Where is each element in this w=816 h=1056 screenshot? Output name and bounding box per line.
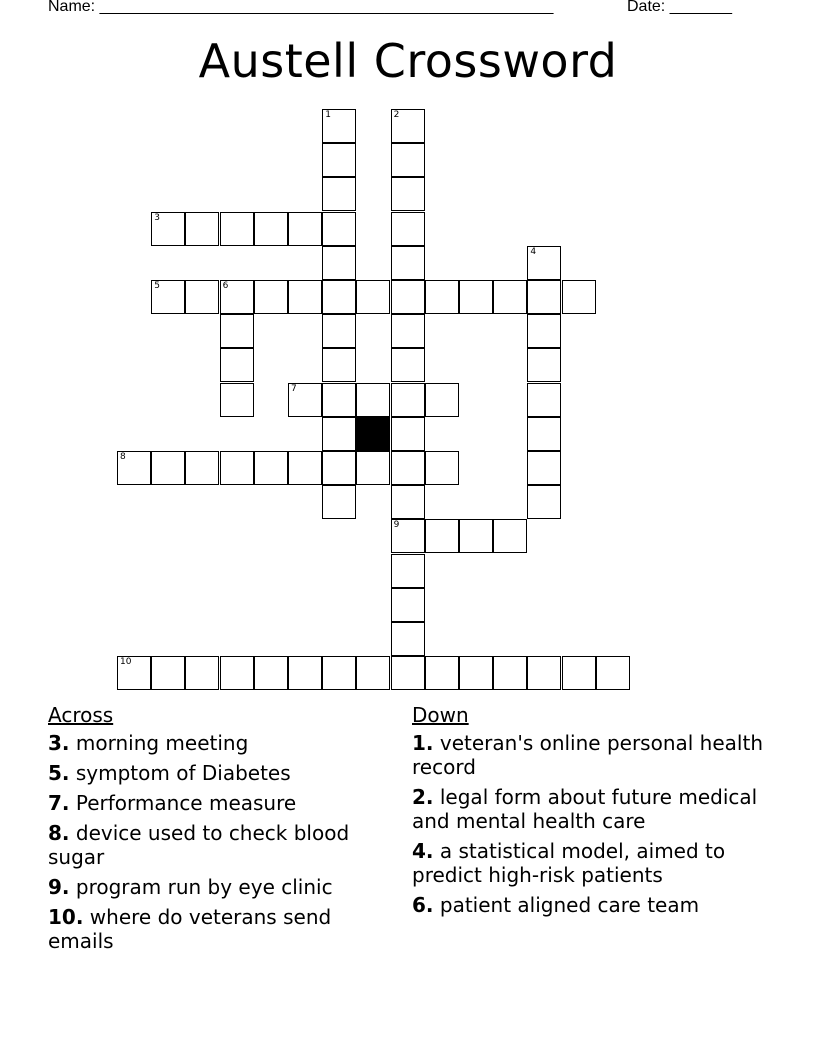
grid-cell[interactable] [322,314,356,348]
grid-cell[interactable] [391,280,425,314]
grid-cell[interactable] [356,280,390,314]
clue-number: 9. [48,875,70,899]
clue-number-label: 3 [154,212,160,223]
grid-cell[interactable] [356,451,390,485]
grid-cell[interactable] [459,656,493,690]
grid-cell[interactable] [220,451,254,485]
grid-cell[interactable] [220,212,254,246]
clue-number-label: 6 [222,281,229,291]
grid-cell[interactable] [185,656,219,690]
clue-across-8 [48,821,388,869]
across-clues [48,703,388,959]
grid-cell[interactable] [527,246,561,280]
grid-cell[interactable] [391,519,425,553]
grid-cell[interactable] [391,485,425,519]
page-title: Austell Crossword [198,34,618,88]
clue-number: 1. [412,731,434,755]
across-heading: Across [48,703,114,727]
clue-across-10 [48,905,388,953]
grid-cell[interactable] [527,656,561,690]
clue-text: patient aligned care team [439,893,700,917]
clue-number: 7. [48,791,70,815]
grid-cell[interactable] [254,656,288,690]
clue-number: 10. [48,905,84,929]
grid-cell[interactable] [527,383,561,417]
grid-cell[interactable] [562,280,596,314]
grid-cell[interactable] [527,348,561,382]
grid-cell[interactable] [322,348,356,382]
grid-cell[interactable] [322,212,356,246]
grid-cell[interactable] [288,656,322,690]
clue-across-5 [48,761,388,785]
grid-cell[interactable] [459,280,493,314]
clue-text: device used to check blood sugar [48,821,350,869]
grid-cell[interactable] [493,656,527,690]
grid-cell[interactable] [322,656,356,690]
grid-cell[interactable] [391,143,425,177]
grid-cell[interactable] [391,314,425,348]
clue-text: veteran's online personal health record [412,731,763,779]
clue-down-4 [412,839,772,887]
grid-cell[interactable] [322,451,356,485]
grid-cell[interactable] [391,588,425,622]
grid-cell[interactable] [391,212,425,246]
grid-cell[interactable] [322,417,356,451]
grid-cell[interactable] [527,451,561,485]
grid-cell[interactable] [288,280,322,314]
date-field-label: Date: _______ [627,0,732,15]
down-clues [412,703,772,923]
clue-number-label: 4 [530,246,537,257]
grid-cell[interactable] [391,177,425,211]
grid-cell[interactable] [391,554,425,588]
grid-cell[interactable] [117,451,151,485]
grid-cell[interactable] [425,451,459,485]
grid-cell[interactable] [425,383,459,417]
grid-cell[interactable] [356,656,390,690]
clue-text: where do veterans send emails [48,905,332,953]
grid-cell[interactable] [288,451,322,485]
grid-cell[interactable] [596,656,630,690]
clue-number: 2. [412,785,434,809]
clue-text: morning meeting [75,731,249,755]
grid-cell[interactable] [220,314,254,348]
grid-cell[interactable] [562,656,596,690]
clue-text: legal form about future medical and mental health care [412,785,758,833]
grid-cell[interactable] [254,451,288,485]
grid-cell[interactable] [425,280,459,314]
grid-cell[interactable] [288,383,322,417]
clue-across-9 [48,875,388,899]
clue-number-label: 9 [393,520,400,531]
clue-number-label: 5 [154,281,160,291]
grid-cell[interactable] [391,348,425,382]
grid-cell[interactable] [391,246,425,280]
clue-across-7 [48,791,388,815]
clue-number-label: 10 [120,657,132,668]
grid-cell[interactable] [425,656,459,690]
clue-number: 3. [48,731,70,755]
grid-cell[interactable] [527,417,561,451]
grid-cell[interactable] [288,212,322,246]
clue-number: 5. [48,761,70,785]
grid-cell[interactable] [527,314,561,348]
clue-text: Performance measure [75,791,297,815]
grid-cell[interactable] [391,109,425,143]
grid-cell[interactable] [493,519,527,553]
clue-down-1 [412,731,772,779]
down-heading: Down [412,703,469,727]
grid-cell[interactable] [391,383,425,417]
clue-number: 8. [48,821,70,845]
grid-cell[interactable] [151,280,185,314]
clue-text: program run by eye clinic [75,875,333,899]
grid-cell[interactable] [391,451,425,485]
grid-cell[interactable] [391,417,425,451]
clue-number-label: 8 [120,452,126,462]
grid-cell[interactable] [220,383,254,417]
grid-cell[interactable] [391,656,425,690]
clue-number: 4. [412,839,434,863]
grid-cell[interactable] [254,280,288,314]
grid-cell[interactable] [459,519,493,553]
clue-number-label: 1 [325,110,331,120]
clue-number-label: 7 [291,383,297,394]
grid-cell[interactable] [322,485,356,519]
grid-cell[interactable] [322,143,356,177]
grid-cell[interactable] [185,212,219,246]
grid-cell[interactable] [185,451,219,485]
clue-text: symptom of Diabetes [75,761,291,785]
grid-cell[interactable] [322,177,356,211]
grid-cell[interactable] [391,622,425,656]
grid-cell[interactable] [254,212,288,246]
grid-cell[interactable] [185,280,219,314]
grid-cell[interactable] [220,348,254,382]
grid-cell[interactable] [322,280,356,314]
grid-cell[interactable] [220,280,254,314]
clue-text: a statistical model, aimed to predict high-risk patients [412,839,726,887]
clue-across-3 [48,731,388,755]
grid-cell[interactable] [527,280,561,314]
clue-down-6 [412,893,772,917]
grid-cell[interactable] [151,656,185,690]
black-square [356,417,390,451]
clue-down-2 [412,785,772,833]
grid-cell[interactable] [151,451,185,485]
grid-cell[interactable] [527,485,561,519]
grid-cell[interactable] [493,280,527,314]
grid-cell[interactable] [322,246,356,280]
clue-number: 6. [412,893,434,917]
grid-cell[interactable] [425,519,459,553]
grid-cell[interactable] [322,109,356,143]
grid-cell[interactable] [356,383,390,417]
grid-cell[interactable] [322,383,356,417]
name-field-label: Name: ___________________________________________________ [48,0,554,15]
grid-cell[interactable] [220,656,254,690]
grid-cell[interactable] [151,212,185,246]
grid-cell[interactable] [117,656,151,690]
clue-number-label: 2 [393,110,400,120]
